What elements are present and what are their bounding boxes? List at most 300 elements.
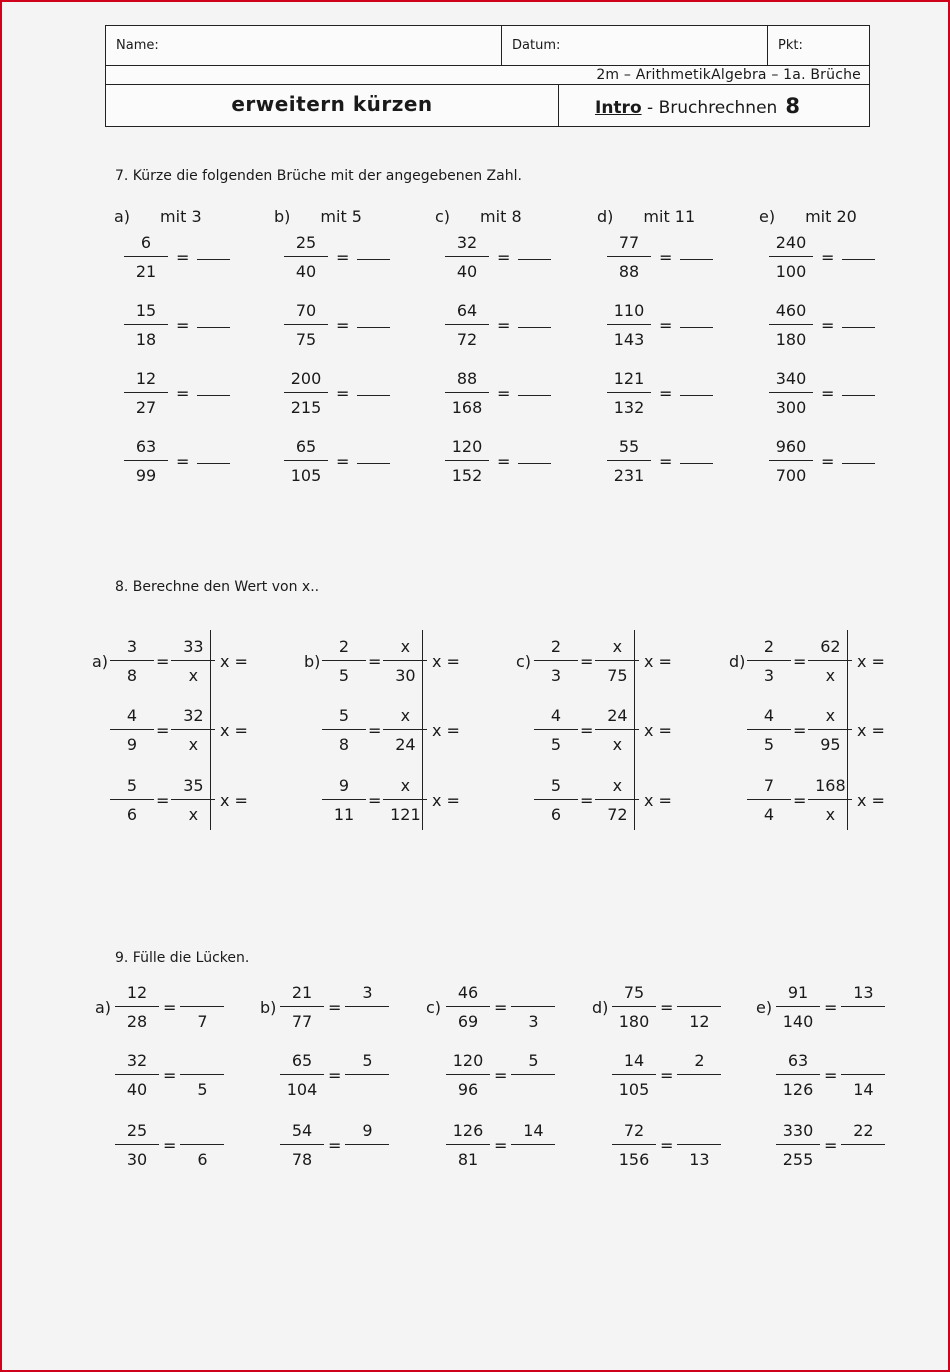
numerator: 25 — [295, 233, 317, 252]
task7-exercise — [445, 234, 551, 281]
numerator: 2 — [763, 637, 775, 656]
numerator: 240 — [775, 233, 807, 252]
answer-blank — [197, 326, 230, 328]
denominator: 215 — [284, 392, 328, 417]
task8-equation — [304, 777, 427, 824]
answer-fraction — [841, 984, 885, 1031]
points-field: Pkt: — [778, 38, 803, 53]
numerator: 126 — [452, 1121, 484, 1140]
numerator: 6 — [140, 233, 152, 252]
x-answer-label: x = — [644, 652, 672, 671]
denominator: 152 — [445, 460, 489, 485]
equals-sign: = — [163, 1066, 177, 1085]
fraction — [445, 370, 489, 417]
fraction — [776, 1122, 820, 1169]
task9-exercise — [756, 1122, 885, 1169]
denominator: 126 — [776, 1074, 820, 1099]
equals-sign: = — [156, 652, 170, 671]
numerator: 5 — [126, 776, 138, 795]
numerator: 4 — [763, 706, 775, 725]
fraction — [595, 707, 639, 754]
fraction — [115, 1052, 159, 1099]
numerator — [861, 1052, 866, 1074]
numerator: 54 — [291, 1121, 313, 1140]
numerator — [697, 1122, 702, 1144]
denominator — [841, 1144, 885, 1169]
header-row-title — [106, 85, 869, 126]
fraction — [534, 707, 578, 754]
denominator: 12 — [677, 1006, 721, 1031]
denominator: x — [171, 799, 215, 824]
numerator: 72 — [623, 1121, 645, 1140]
numerator: 25 — [126, 1121, 148, 1140]
equals-sign: = — [497, 452, 511, 471]
answer-fraction — [345, 1122, 389, 1169]
equals-sign: = — [659, 248, 673, 267]
equals-sign: = — [580, 721, 594, 740]
fraction — [747, 638, 791, 685]
task9-exercise — [260, 984, 389, 1031]
denominator: 180 — [612, 1006, 656, 1031]
numerator: 5 — [362, 1051, 373, 1070]
task9-exercise — [592, 1122, 721, 1169]
answer-blank — [518, 462, 551, 464]
equals-sign: = — [660, 1136, 674, 1155]
answer-blank — [197, 394, 230, 396]
answer-fraction — [511, 984, 555, 1031]
fraction — [769, 370, 813, 417]
numerator: 91 — [787, 983, 809, 1002]
numerator: 15 — [135, 301, 157, 320]
equals-sign: = — [793, 652, 807, 671]
fraction — [612, 1052, 656, 1099]
denominator: x — [171, 729, 215, 754]
header-row-fields — [106, 26, 869, 66]
numerator: x — [400, 776, 411, 795]
x-answer-label: x = — [220, 791, 248, 810]
answer-fraction — [677, 984, 721, 1031]
numerator: 33 — [183, 637, 204, 656]
numerator: 4 — [126, 706, 138, 725]
task9-exercise — [756, 984, 885, 1031]
denominator — [345, 1006, 389, 1031]
numerator — [200, 1122, 205, 1144]
denominator: 75 — [595, 660, 639, 685]
answer-fraction — [345, 984, 389, 1031]
numerator: 75 — [623, 983, 645, 1002]
denominator: 5 — [747, 729, 791, 754]
numerator: 32 — [183, 706, 204, 725]
denominator: 88 — [607, 256, 651, 281]
denominator: x — [808, 660, 852, 685]
fraction — [124, 370, 168, 417]
task9-exercise — [260, 1122, 389, 1169]
denominator: 168 — [445, 392, 489, 417]
denominator: 30 — [383, 660, 427, 685]
equals-sign: = — [176, 452, 190, 471]
fraction — [808, 707, 852, 754]
fraction — [595, 777, 639, 824]
numerator: 121 — [613, 369, 645, 388]
numerator: 88 — [456, 369, 478, 388]
numerator — [697, 984, 702, 1006]
equals-sign: = — [368, 791, 382, 810]
denominator: 156 — [612, 1144, 656, 1169]
task7-exercise — [769, 234, 875, 281]
numerator: 55 — [618, 437, 640, 456]
denominator: 3 — [534, 660, 578, 685]
task7-column-label — [597, 207, 695, 226]
denominator: 100 — [769, 256, 813, 281]
exercise-label: c) — [516, 652, 532, 671]
equals-sign: = — [328, 1136, 342, 1155]
numerator: 330 — [782, 1121, 814, 1140]
answer-blank — [197, 258, 230, 260]
equals-sign: = — [821, 316, 835, 335]
task7-exercise — [769, 438, 875, 485]
equals-sign: = — [824, 998, 838, 1017]
numerator: 63 — [787, 1051, 809, 1070]
column-letter: b) — [274, 207, 291, 226]
answer-blank — [680, 394, 713, 396]
x-answer-label: x = — [220, 721, 248, 740]
numerator: 960 — [775, 437, 807, 456]
task7-exercise — [769, 302, 875, 349]
denominator: 104 — [280, 1074, 324, 1099]
task9-exercise — [95, 984, 224, 1031]
equals-sign: = — [497, 316, 511, 335]
divisor-label: mit 5 — [320, 207, 362, 226]
denominator: 5 — [322, 660, 366, 685]
denominator: 72 — [595, 799, 639, 824]
answer-blank — [680, 258, 713, 260]
equals-sign: = — [497, 248, 511, 267]
numerator: 120 — [452, 1051, 484, 1070]
exercise-label: a) — [92, 652, 109, 671]
numerator: 200 — [290, 369, 322, 388]
numerator: 14 — [623, 1051, 645, 1070]
numerator — [200, 1052, 205, 1074]
exercise-label: c) — [426, 998, 442, 1017]
task9-exercise — [95, 1122, 224, 1169]
x-answer-label: x = — [220, 652, 248, 671]
task7-column-label — [114, 207, 202, 226]
x-answer-label: x = — [857, 652, 885, 671]
fraction — [769, 302, 813, 349]
task9-exercise — [426, 984, 555, 1031]
numerator: 63 — [135, 437, 157, 456]
denominator: 140 — [776, 1006, 820, 1031]
denominator: 40 — [284, 256, 328, 281]
fraction — [171, 707, 215, 754]
task9-exercise — [592, 1052, 721, 1099]
task7-exercise — [445, 438, 551, 485]
answer-blank — [357, 258, 390, 260]
fraction — [280, 984, 324, 1031]
denominator — [841, 1006, 885, 1031]
numerator — [200, 984, 205, 1006]
name-field: Name: — [106, 26, 502, 65]
task7-exercise — [124, 370, 230, 417]
numerator: 168 — [815, 776, 846, 795]
equals-sign: = — [494, 998, 508, 1017]
numerator: 21 — [291, 983, 313, 1002]
denominator: 105 — [612, 1074, 656, 1099]
equals-sign: = — [494, 1066, 508, 1085]
task8-equation — [304, 707, 427, 754]
denominator: 99 — [124, 460, 168, 485]
numerator: 70 — [295, 301, 317, 320]
numerator: 12 — [126, 983, 148, 1002]
equals-sign: = — [580, 791, 594, 810]
fraction — [445, 234, 489, 281]
answer-fraction — [841, 1122, 885, 1169]
answer-fraction — [180, 1052, 224, 1099]
numerator: 64 — [456, 301, 478, 320]
answer-fraction — [677, 1122, 721, 1169]
equals-sign: = — [336, 452, 350, 471]
equals-sign: = — [494, 1136, 508, 1155]
fraction — [534, 638, 578, 685]
fraction — [124, 302, 168, 349]
task8-equation — [516, 638, 639, 685]
subtitle-text: - Bruchrechnen — [641, 98, 778, 118]
denominator: 3 — [747, 660, 791, 685]
task9-exercise — [592, 984, 721, 1031]
fraction — [110, 638, 154, 685]
task9-exercise — [756, 1052, 885, 1099]
divisor-label: mit 3 — [160, 207, 202, 226]
denominator: 24 — [383, 729, 427, 754]
denominator: 180 — [769, 324, 813, 349]
equals-sign: = — [821, 248, 835, 267]
task7-exercise — [445, 370, 551, 417]
task7-exercise — [607, 438, 713, 485]
denominator: 21 — [124, 256, 168, 281]
fraction — [383, 707, 427, 754]
task7-column-label — [759, 207, 857, 226]
denominator: 6 — [180, 1144, 224, 1169]
equals-sign: = — [336, 384, 350, 403]
x-answer-label: x = — [644, 791, 672, 810]
fraction — [612, 1122, 656, 1169]
equals-sign: = — [659, 316, 673, 335]
fraction — [607, 370, 651, 417]
numerator: 24 — [607, 706, 628, 725]
column-letter: e) — [759, 207, 776, 226]
task9-exercise — [95, 1052, 224, 1099]
equals-sign: = — [821, 384, 835, 403]
answer-blank — [357, 326, 390, 328]
denominator: 77 — [280, 1006, 324, 1031]
task7-exercise — [284, 370, 390, 417]
intro-label: Intro — [595, 98, 642, 118]
exercise-label: b) — [260, 998, 277, 1017]
fraction — [607, 438, 651, 485]
x-answer-label: x = — [432, 791, 460, 810]
numerator: x — [612, 637, 623, 656]
answer-blank — [518, 326, 551, 328]
denominator: 95 — [808, 729, 852, 754]
task8-equation — [304, 638, 427, 685]
answer-fraction — [180, 984, 224, 1031]
equals-sign: = — [580, 652, 594, 671]
denominator: 300 — [769, 392, 813, 417]
denominator — [511, 1144, 555, 1169]
answer-blank — [680, 326, 713, 328]
task8-equation — [92, 707, 215, 754]
divisor-label: mit 11 — [643, 207, 696, 226]
numerator: 77 — [618, 233, 640, 252]
numerator: 5 — [338, 706, 350, 725]
denominator — [677, 1074, 721, 1099]
task7-column-label — [274, 207, 362, 226]
task7-exercise — [607, 234, 713, 281]
answer-blank — [518, 394, 551, 396]
denominator: 72 — [445, 324, 489, 349]
x-answer-label: x = — [644, 721, 672, 740]
fraction — [776, 1052, 820, 1099]
equals-sign: = — [824, 1136, 838, 1155]
fraction — [110, 707, 154, 754]
numerator: 120 — [451, 437, 483, 456]
answer-blank — [842, 258, 875, 260]
task9-exercise — [426, 1122, 555, 1169]
numerator: x — [400, 637, 411, 656]
answer-blank — [357, 394, 390, 396]
page-title: erweitern kürzen — [106, 85, 559, 126]
numerator: 5 — [528, 1051, 539, 1070]
answer-blank — [680, 462, 713, 464]
fraction — [284, 438, 328, 485]
numerator: 65 — [295, 437, 317, 456]
denominator: 8 — [110, 660, 154, 685]
equals-sign: = — [336, 248, 350, 267]
denominator — [511, 1074, 555, 1099]
denominator: 75 — [284, 324, 328, 349]
numerator: 65 — [291, 1051, 313, 1070]
equals-sign: = — [659, 452, 673, 471]
task8-instruction: 8. Berechne den Wert von x.. — [115, 579, 320, 595]
equals-sign: = — [336, 316, 350, 335]
task7-exercise — [124, 438, 230, 485]
fraction — [769, 234, 813, 281]
numerator: 32 — [126, 1051, 148, 1070]
task7-exercise — [284, 438, 390, 485]
numerator: 12 — [135, 369, 157, 388]
task7-exercise — [607, 370, 713, 417]
task8-equation — [729, 777, 852, 824]
denominator: 14 — [841, 1074, 885, 1099]
fraction — [445, 302, 489, 349]
denominator: 11 — [322, 799, 366, 824]
numerator: x — [825, 706, 836, 725]
numerator: 9 — [338, 776, 350, 795]
numerator: 35 — [183, 776, 204, 795]
answer-fraction — [511, 1122, 555, 1169]
divisor-label: mit 20 — [805, 207, 857, 226]
numerator: 4 — [550, 706, 562, 725]
equals-sign: = — [163, 998, 177, 1017]
denominator: 81 — [446, 1144, 490, 1169]
denominator: 7 — [180, 1006, 224, 1031]
denominator: 96 — [446, 1074, 490, 1099]
numerator: x — [400, 706, 411, 725]
equals-sign: = — [793, 791, 807, 810]
numerator: x — [612, 776, 623, 795]
exercise-label: a) — [95, 998, 112, 1017]
page-subtitle — [559, 85, 869, 126]
denominator: 30 — [115, 1144, 159, 1169]
fraction — [280, 1052, 324, 1099]
sheet-number: 8 — [785, 94, 800, 118]
denominator: 700 — [769, 460, 813, 485]
numerator: 2 — [550, 637, 562, 656]
date-field: Datum: — [502, 26, 768, 65]
worksheet-header — [105, 25, 870, 127]
answer-blank — [842, 394, 875, 396]
numerator: 3 — [126, 637, 138, 656]
divisor-label: mit 8 — [480, 207, 522, 226]
exercise-label: b) — [304, 652, 321, 671]
equals-sign: = — [368, 652, 382, 671]
fraction — [747, 707, 791, 754]
task7-exercise — [769, 370, 875, 417]
fraction — [115, 1122, 159, 1169]
fraction — [808, 638, 852, 685]
numerator — [531, 984, 536, 1006]
denominator — [345, 1074, 389, 1099]
denominator: 3 — [511, 1006, 555, 1031]
fraction — [612, 984, 656, 1031]
task8-equation — [92, 777, 215, 824]
answer-fraction — [180, 1122, 224, 1169]
task8-equation — [516, 707, 639, 754]
equals-sign: = — [176, 248, 190, 267]
task8-equation — [729, 707, 852, 754]
fraction — [284, 302, 328, 349]
exercise-label: e) — [756, 998, 773, 1017]
task7-exercise — [124, 302, 230, 349]
fraction — [284, 370, 328, 417]
fraction — [322, 707, 366, 754]
task7-exercise — [284, 302, 390, 349]
numerator: 2 — [338, 637, 350, 656]
equals-sign: = — [660, 998, 674, 1017]
equals-sign: = — [328, 998, 342, 1017]
task7-exercise — [445, 302, 551, 349]
fraction — [284, 234, 328, 281]
numerator: 62 — [820, 637, 841, 656]
numerator: 9 — [362, 1121, 373, 1140]
equals-sign: = — [156, 721, 170, 740]
fraction — [769, 438, 813, 485]
fraction — [446, 1122, 490, 1169]
fraction — [280, 1122, 324, 1169]
fraction — [446, 1052, 490, 1099]
fraction — [534, 777, 578, 824]
fraction — [110, 777, 154, 824]
numerator: 2 — [694, 1051, 705, 1070]
answer-blank — [518, 258, 551, 260]
task7-exercise — [124, 234, 230, 281]
fraction — [607, 302, 651, 349]
equals-sign: = — [163, 1136, 177, 1155]
exercise-label: d) — [592, 998, 609, 1017]
x-answer-label: x = — [857, 721, 885, 740]
task8-equation — [92, 638, 215, 685]
x-answer-label: x = — [432, 652, 460, 671]
